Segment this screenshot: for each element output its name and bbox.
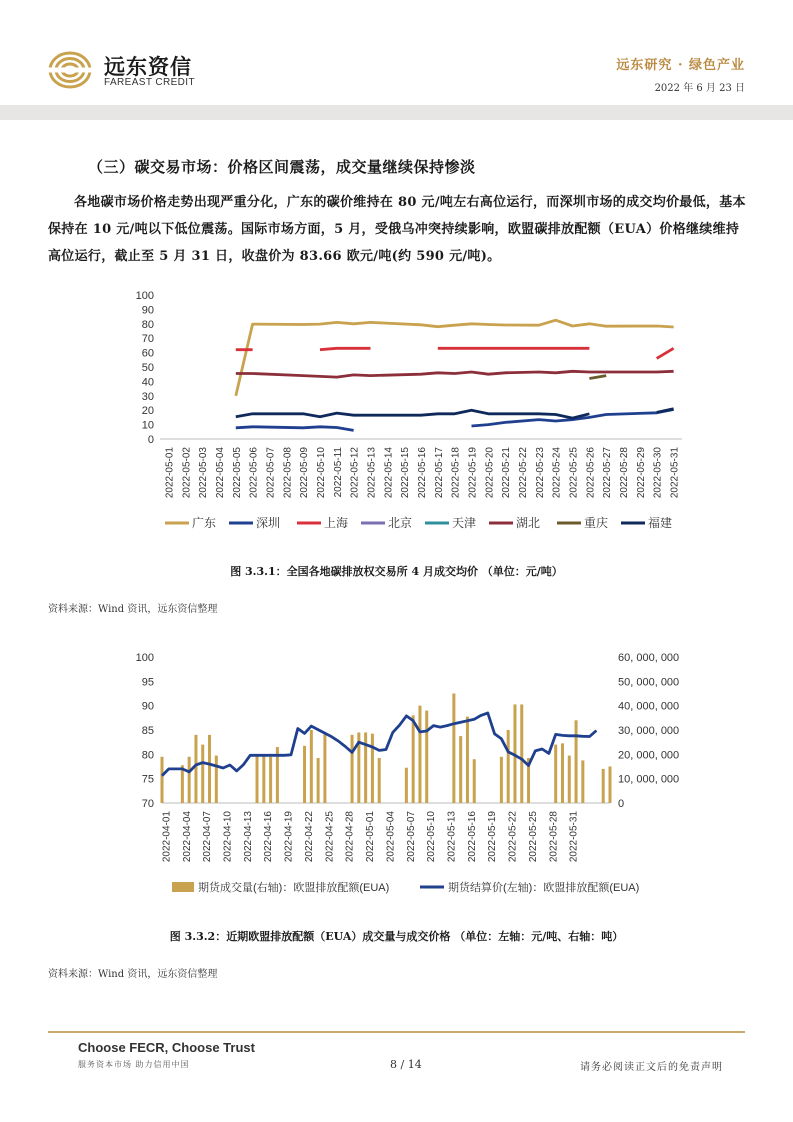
left-y-tick-label: 85 <box>141 725 154 737</box>
volume-bar <box>269 757 272 803</box>
volume-bar <box>317 758 320 803</box>
report-series-title: 远东研究 · 绿色产业 <box>616 58 745 73</box>
series-line-广东 <box>236 320 674 396</box>
brand-name-en: FAREAST CREDIT <box>104 77 195 88</box>
x-tick-label: 2022-05-19 <box>487 811 499 863</box>
x-tick-label: 2022-04-19 <box>283 811 295 863</box>
volume-bar <box>215 756 218 803</box>
series-line-重庆 <box>589 376 606 379</box>
footer-slogan: Choose FECR, Choose Trust <box>78 1040 255 1055</box>
legend-label-广东: 广东 <box>192 516 217 530</box>
y-tick-label: 60 <box>141 347 154 360</box>
x-tick-label: 2022-05-20 <box>484 447 496 499</box>
x-tick-label: 2022-05-17 <box>433 447 445 499</box>
x-tick-label: 2022-04-04 <box>181 811 193 863</box>
figure-2-chart <box>120 650 700 904</box>
volume-bar <box>520 704 523 803</box>
x-tick-label: 2022-05-07 <box>405 811 417 863</box>
left-y-tick-label: 90 <box>141 700 154 713</box>
volume-bar <box>303 746 306 803</box>
x-tick-label: 2022-05-13 <box>446 811 458 863</box>
legend-label-volume: 期货成交量(右轴)：欧盟排放配额(EUA) <box>198 882 390 894</box>
volume-bar <box>473 759 476 803</box>
right-y-tick-label: 40, 000, 000 <box>618 700 680 713</box>
x-tick-label: 2022-05-16 <box>466 811 478 863</box>
x-tick-label: 2022-04-01 <box>161 811 173 863</box>
volume-bar <box>581 760 584 803</box>
volume-bar <box>466 717 469 803</box>
x-tick-label: 2022-05-04 <box>385 811 397 863</box>
footer-disclaimer: 请务必阅读正文后的免责声明 <box>580 1062 723 1073</box>
figure-2-source: 资料来源：Wind 资讯，远东资信整理 <box>48 969 218 980</box>
volume-bar <box>418 706 421 803</box>
x-tick-label: 2022-04-07 <box>202 811 214 863</box>
x-tick-label: 2022-05-25 <box>568 447 580 499</box>
x-tick-label: 2022-05-22 <box>518 447 530 499</box>
x-tick-label: 2022-05-14 <box>383 447 395 499</box>
volume-bar <box>181 765 184 803</box>
x-tick-label: 2022-05-15 <box>400 447 412 499</box>
x-tick-label: 2022-04-13 <box>242 811 254 863</box>
x-tick-label: 2022-05-01 <box>365 811 377 863</box>
x-tick-label: 2022-05-05 <box>231 447 243 499</box>
legend-label-深圳: 深圳 <box>256 516 281 530</box>
left-y-tick-label: 80 <box>141 749 154 762</box>
volume-bar <box>507 730 510 803</box>
x-tick-label: 2022-05-25 <box>527 811 539 863</box>
report-date: 2022 年 6 月 23 日 <box>654 83 745 94</box>
x-tick-label: 2022-05-08 <box>282 447 294 499</box>
volume-bar <box>262 754 265 803</box>
right-y-tick-label: 20, 000, 000 <box>618 749 680 762</box>
legend-label-福建: 福建 <box>648 516 673 530</box>
series-line-福建 <box>657 409 674 413</box>
y-tick-label: 40 <box>141 376 154 389</box>
y-tick-label: 50 <box>141 362 154 374</box>
legend-label-上海: 上海 <box>324 516 349 530</box>
y-tick-label: 30 <box>141 390 154 403</box>
legend-label-price: 期货结算价(左轴)：欧盟排放配额(EUA) <box>448 882 640 894</box>
volume-bar <box>194 735 197 803</box>
volume-bar <box>459 736 462 803</box>
legend-label-湖北: 湖北 <box>516 516 541 530</box>
volume-bar <box>188 757 191 803</box>
volume-bar <box>609 767 612 804</box>
header-band-divider <box>0 105 793 120</box>
x-tick-label: 2022-05-29 <box>635 447 647 499</box>
left-y-tick-label: 100 <box>135 652 154 664</box>
volume-bar <box>412 715 415 803</box>
volume-bar <box>371 734 374 803</box>
volume-bar <box>602 769 605 803</box>
x-tick-label: 2022-05-10 <box>315 447 327 499</box>
right-y-tick-label: 0 <box>618 798 625 810</box>
volume-bar <box>568 756 571 803</box>
left-y-tick-label: 70 <box>141 798 154 810</box>
legend-label-天津: 天津 <box>452 516 477 530</box>
volume-bar <box>500 757 503 803</box>
volume-bar <box>310 730 313 803</box>
volume-bar <box>561 743 564 803</box>
y-tick-label: 100 <box>135 290 154 302</box>
volume-bar <box>351 735 354 803</box>
x-tick-label: 2022-04-16 <box>263 811 275 863</box>
legend-swatch-volume <box>172 882 194 892</box>
x-tick-label: 2022-05-24 <box>551 447 563 499</box>
x-tick-label: 2022-05-16 <box>417 447 428 499</box>
volume-bar <box>208 735 211 803</box>
x-tick-label: 2022-05-10 <box>426 811 438 863</box>
series-line-湖北 <box>236 371 674 377</box>
series-line-福建 <box>236 410 590 418</box>
volume-bar <box>554 745 557 803</box>
series-line-深圳 <box>236 427 354 431</box>
x-tick-label: 2022-05-23 <box>534 447 546 499</box>
x-tick-label: 2022-05-09 <box>299 447 311 499</box>
x-tick-label: 2022-05-31 <box>568 811 580 863</box>
volume-bar <box>575 720 578 803</box>
x-tick-label: 2022-05-22 <box>507 811 519 863</box>
x-tick-label: 2022-05-27 <box>602 447 614 499</box>
brand-name-cn: 远东资信 <box>104 55 192 79</box>
volume-bar <box>161 757 164 803</box>
volume-bar <box>405 768 408 803</box>
right-y-tick-label: 10, 000, 000 <box>618 773 680 786</box>
volume-bar <box>452 694 455 804</box>
x-tick-label: 2022-05-19 <box>467 447 479 499</box>
section-heading: （三）碳交易市场：价格区间震荡，成交量继续保持惨淡 <box>88 158 476 176</box>
x-tick-label: 2022-05-21 <box>501 447 513 499</box>
series-line-上海 <box>657 348 674 358</box>
x-tick-label: 2022-05-28 <box>619 447 631 499</box>
right-y-tick-label: 60, 000, 000 <box>618 652 680 664</box>
left-y-tick-label: 75 <box>141 773 154 786</box>
left-y-tick-label: 95 <box>141 676 154 689</box>
figure-2-caption: 图 3.3.2：近期欧盟排放配额（EUA）成交量与成交价格 （单位：左轴：元/吨、右轴：吨） <box>169 930 624 943</box>
x-tick-label: 2022-05-04 <box>214 447 226 499</box>
y-tick-label: 80 <box>141 318 154 331</box>
series-line-上海 <box>320 348 371 349</box>
legend-label-重庆: 重庆 <box>584 516 609 530</box>
legend-label-北京: 北京 <box>388 516 413 530</box>
y-tick-label: 10 <box>141 419 154 432</box>
figure-1-source: 资料来源：Wind 资讯，远东资信整理 <box>48 604 218 615</box>
volume-bar <box>378 758 381 803</box>
right-y-tick-label: 50, 000, 000 <box>618 676 680 689</box>
figure-1-caption: 图 3.3.1：全国各地碳排放权交易所 4 月成交均价 （单位：元/吨） <box>230 565 563 578</box>
logo-mark-icon <box>48 50 98 90</box>
x-tick-label: 2022-05-11 <box>332 447 344 498</box>
x-tick-label: 2022-05-26 <box>585 447 597 499</box>
figure-1-chart <box>120 285 690 544</box>
right-y-tick-label: 30, 000, 000 <box>618 725 680 737</box>
footer-divider <box>48 1031 745 1033</box>
y-tick-label: 70 <box>141 333 154 346</box>
y-tick-label: 0 <box>147 434 154 446</box>
volume-bar <box>425 711 428 803</box>
x-tick-label: 2022-05-01 <box>164 447 176 499</box>
x-tick-label: 2022-04-28 <box>344 811 356 863</box>
body-paragraph: 各地碳市场价格走势出现严重分化，广东的碳价维持在 80 元/吨左右高位运行，而深圳市场的成交均价最低，基本保持在 10 元/吨以下低位震荡。国际市场方面，5 月，受俄乌冲突持续影响，欧盟碳排放配额（EUA）价格继续维持高位运行，截止至 5 月 31 日，收盘价为 83.66 欧元/吨(约 590 元/吨)。 <box>48 195 746 264</box>
x-tick-label: 2022-04-22 <box>303 811 315 863</box>
x-tick-label: 2022-04-25 <box>324 811 336 863</box>
x-tick-label: 2022-05-28 <box>548 811 560 863</box>
x-tick-label: 2022-05-07 <box>265 447 277 499</box>
x-tick-label: 2022-05-18 <box>450 447 462 499</box>
x-tick-label: 2022-05-02 <box>181 447 193 499</box>
y-tick-label: 20 <box>141 405 154 418</box>
volume-bar <box>256 754 259 803</box>
x-tick-label: 2022-05-12 <box>349 447 361 499</box>
x-tick-label: 2022-04-10 <box>222 811 234 863</box>
x-tick-label: 2022-05-31 <box>669 447 681 499</box>
footer-slogan-cn: 服务资本市场 助力信用中国 <box>78 1060 190 1069</box>
x-tick-label: 2022-05-13 <box>366 447 378 499</box>
page-number: 8 / 14 <box>390 1058 422 1071</box>
x-tick-label: 2022-05-06 <box>248 447 260 499</box>
y-tick-label: 90 <box>141 304 154 317</box>
x-tick-label: 2022-05-30 <box>652 447 664 499</box>
volume-bar <box>201 745 204 803</box>
volume-bar <box>323 734 326 803</box>
x-tick-label: 2022-05-03 <box>198 447 210 499</box>
